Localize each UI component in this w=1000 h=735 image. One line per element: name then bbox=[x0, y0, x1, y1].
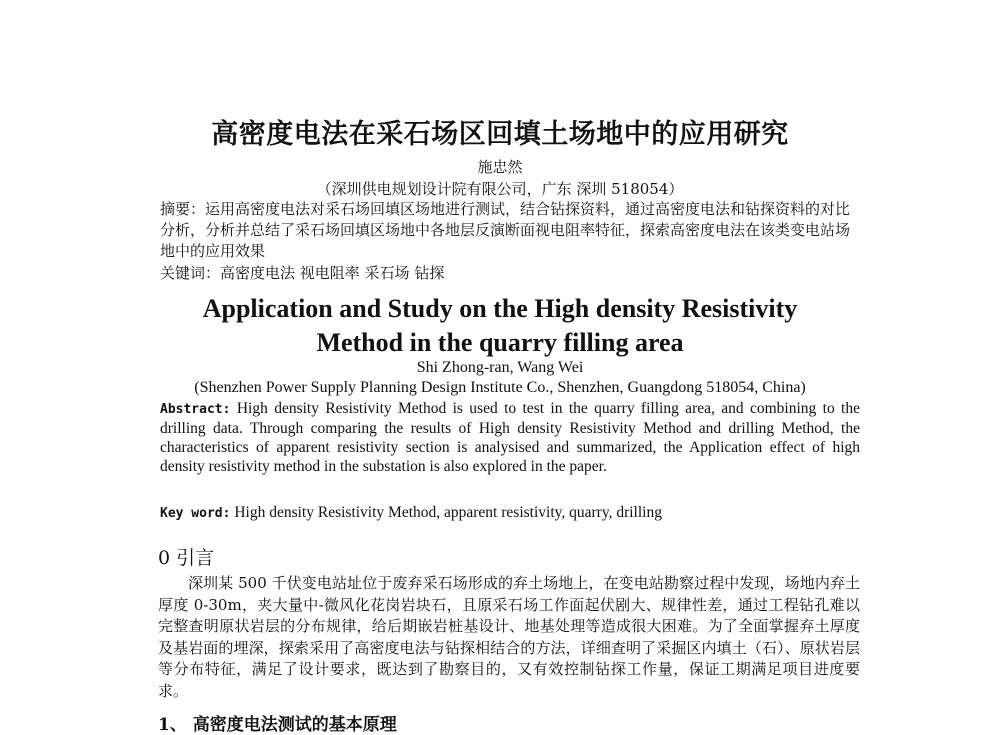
chinese-abstract-label: 摘要： bbox=[160, 200, 206, 218]
english-title-text: Application and Study on the High density Resistivity Method in the quarry filling area bbox=[202, 294, 798, 357]
english-keywords bbox=[160, 503, 860, 523]
english-keywords-label: Key word: bbox=[160, 506, 231, 521]
chinese-abstract bbox=[160, 199, 860, 262]
english-affiliation: (Shenzhen Power Supply Planning Design Institute Co., Shenzhen, Guangdong 518054, China) bbox=[194, 379, 806, 396]
chinese-keywords-text: 高密度电法 视电阻率 采石场 钻探 bbox=[220, 264, 445, 282]
chinese-title: 高密度电法在采石场区回填土场地中的应用研究 bbox=[211, 119, 789, 150]
english-abstract bbox=[160, 399, 860, 476]
section-0-paragraph: 深圳某 500 千伏变电站址位于废弃采石场形成的弃土场地上，在变电站勘察过程中发现，场地内弃土厚度 0-30m，夹大量中-微风化花岗岩块石，且原采石场工作面起伏剧大、规律性差，通过工程钻孔难以完整查明原状岩层的分布规律，给后期嵌岩桩基设计、地基处理等造成很大困难。为了全面掌握弃土厚度及基岩面的埋深，探索采用了高密度电法与钻探相结合的方法，详细查明了采掘区内填土（石）、原状岩层等分布特征，满足了设计要求，既达到了勘察目的，又有效控制钻探工作量，保证工期满足项目进度要求。 bbox=[158, 574, 860, 700]
chinese-keywords bbox=[160, 263, 860, 284]
english-keywords-text: High density Resistivity Method, apparent resistivity, quarry, drilling bbox=[234, 504, 662, 521]
chinese-affiliation: （深圳供电规划设计院有限公司，广东 深圳 518054） bbox=[316, 180, 684, 198]
chinese-keywords-label: 关键词： bbox=[160, 264, 221, 282]
english-title bbox=[0, 292, 1000, 360]
chinese-author: 施忠然 bbox=[477, 158, 523, 176]
section-0-heading: 0 引言 bbox=[158, 547, 215, 569]
section-1-heading: 1、 高密度电法测试的基本原理 bbox=[158, 715, 397, 735]
english-abstract-label: Abstract: bbox=[160, 402, 231, 417]
english-abstract-text: High density Resistivity Method is used to test in the quarry filling area, and combining to the drilling data. Through comparing the results of High density Resistivity Method and drilling Method, the characteristics of apparent resistivity section is analysised and summarized, the Application effect of high density resistivity method in the substation is also explored in the paper. bbox=[160, 400, 860, 475]
chinese-abstract-text: 运用高密度电法对采石场回填区场地进行测试，结合钻探资料，通过高密度电法和钻探资料的对比分析，分析并总结了采石场回填区场地中各地层反演断面视电阻率特征，探索高密度电法在该类变电站场地中的应用效果 bbox=[160, 200, 851, 260]
english-authors: Shi Zhong-ran, Wang Wei bbox=[416, 359, 584, 376]
